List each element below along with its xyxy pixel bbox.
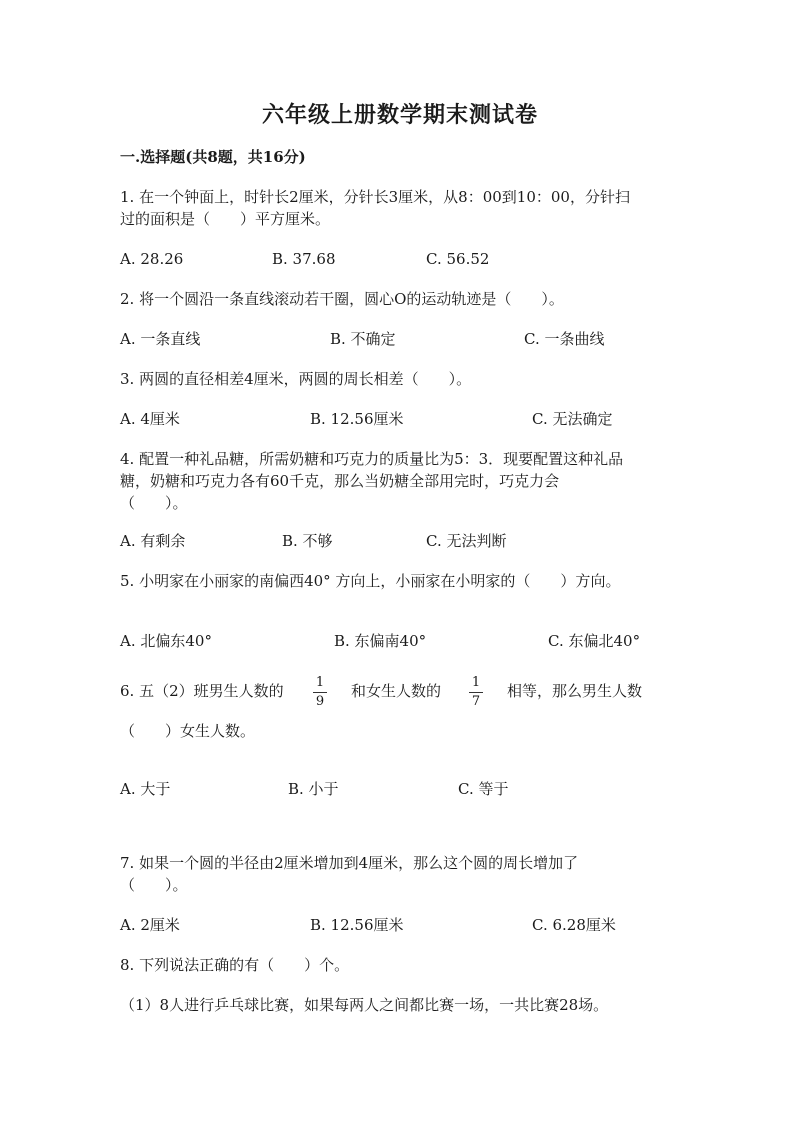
question-1-option-a: A. 28.26 xyxy=(120,250,184,268)
question-5-option-a: A. 北偏东40° xyxy=(120,632,212,650)
question-7-line-2: （ ）。 xyxy=(120,876,188,894)
fraction-denominator: 9 xyxy=(315,694,325,709)
question-4-option-a: A. 有剩余 xyxy=(120,532,186,550)
question-6-text-part-1: 6. 五（2）班男生人数的 xyxy=(120,682,284,700)
question-4-line-2: 糖，奶糖和巧克力各有60千克，那么当奶糖全部用完时，巧克力会 xyxy=(120,472,560,490)
question-1-line-1: 1. 在一个钟面上，时针长2厘米，分针长3厘米，从8：00到10：00，分针扫 xyxy=(120,188,630,206)
fraction-bar xyxy=(313,692,327,693)
question-3-option-b: B. 12.56厘米 xyxy=(310,410,404,428)
question-4-option-c: C. 无法判断 xyxy=(426,532,507,550)
question-7-line-1: 7. 如果一个圆的半径由2厘米增加到4厘米，那么这个圆的周长增加了 xyxy=(120,854,579,872)
fraction-one-seventh xyxy=(468,676,484,709)
question-2-option-c: C. 一条曲线 xyxy=(524,330,605,348)
fraction-one-ninth xyxy=(312,676,328,709)
question-6-text-part-3: 相等，那么男生人数 xyxy=(507,682,643,700)
question-7-option-a: A. 2厘米 xyxy=(120,916,180,934)
question-3-line-1: 3. 两圆的直径相差4厘米，两圆的周长相差（ ）。 xyxy=(120,370,472,388)
fraction-denominator: 7 xyxy=(471,694,481,709)
question-1-line-2: 过的面积是（ ）平方厘米。 xyxy=(120,210,331,228)
question-8-line-1: 8. 下列说法正确的有（ ）个。 xyxy=(120,956,350,974)
question-3-option-c: C. 无法确定 xyxy=(532,410,613,428)
question-4-line-3: （ ）。 xyxy=(120,494,188,512)
question-7-option-c: C. 6.28厘米 xyxy=(532,916,616,934)
question-1-option-b: B. 37.68 xyxy=(272,250,336,268)
question-2-line-1: 2. 将一个圆沿一条直线滚动若干圈，圆心O的运动轨迹是（ ）。 xyxy=(120,290,564,308)
question-7-option-b: B. 12.56厘米 xyxy=(310,916,404,934)
question-4-line-1: 4. 配置一种礼品糖，所需奶糖和巧克力的质量比为5：3．现要配置这种礼品 xyxy=(120,450,624,468)
question-6-option-a: A. 大于 xyxy=(120,780,171,798)
question-5-option-c: C. 东偏北40° xyxy=(548,632,641,650)
question-1-option-c: C. 56.52 xyxy=(426,250,490,268)
question-2-option-a: A. 一条直线 xyxy=(120,330,201,348)
fraction-numerator: 1 xyxy=(471,675,481,690)
question-4-option-b: B. 不够 xyxy=(282,532,333,550)
question-6-text-part-2: 和女生人数的 xyxy=(351,682,442,700)
question-6-option-b: B. 小于 xyxy=(288,780,339,798)
page-title: 六年级上册数学期末测试卷 xyxy=(261,102,538,128)
question-2-option-b: B. 不确定 xyxy=(330,330,396,348)
question-6-option-c: C. 等于 xyxy=(458,780,509,798)
question-5-line-1: 5. 小明家在小丽家的南偏西40° 方向上，小丽家在小明家的（ ）方向。 xyxy=(120,572,621,590)
fraction-bar xyxy=(469,692,483,693)
question-5-option-b: B. 东偏南40° xyxy=(334,632,427,650)
question-6-line-2: （ ）女生人数。 xyxy=(120,722,256,740)
fraction-numerator: 1 xyxy=(315,675,325,690)
question-8-item-1: （1）8人进行乒乓球比赛，如果每两人之间都比赛一场，一共比赛28场。 xyxy=(120,996,609,1014)
section-heading: 一.选择题(共8题，共16分) xyxy=(120,148,306,166)
question-3-option-a: A. 4厘米 xyxy=(120,410,180,428)
